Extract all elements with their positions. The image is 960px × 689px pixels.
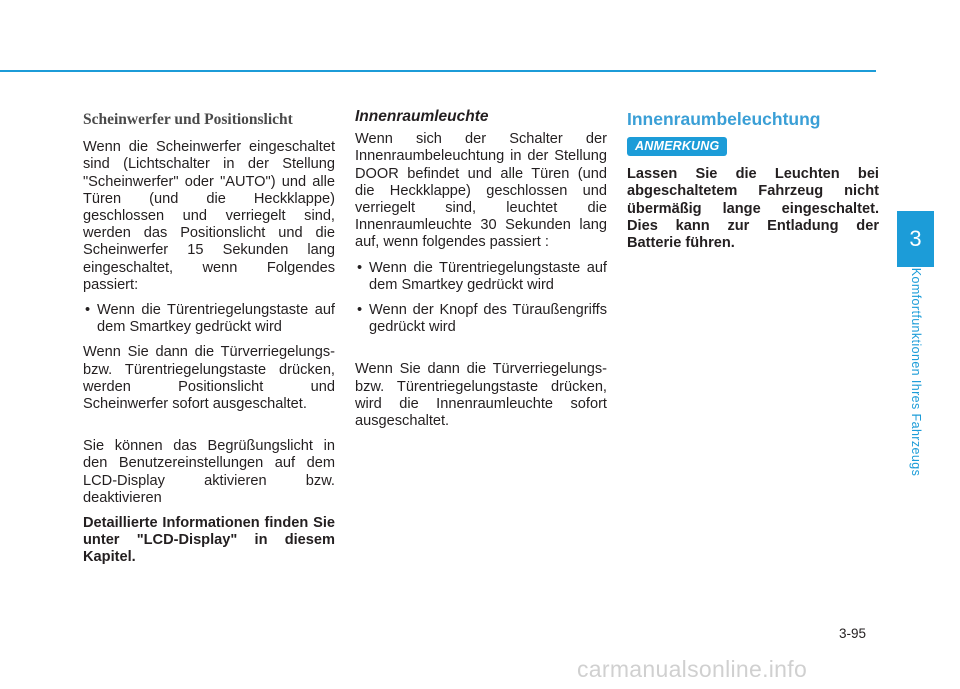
section-heading-interior-lamp: Innenraumleuchte [355,108,489,125]
column-3 [627,108,879,260]
paragraph: Wenn Sie dann die Türverriegelungs- bzw. Türentriegelungstaste drücken, wird die Innenraumleuchte sofort ausgeschaltet. [355,361,607,430]
paragraph: Wenn sich der Schalter der Innenraumbeleuchtung in der Stellung DOOR befindet und alle Türen (und die Heckklappe) geschlossen und verriegelt sind, leuchtet die Innenraumleuchte 30 Sekunden lang auf, wenn folgendes passiert : [355,131,607,251]
section-heading-interior-lighting: Innenraumbeleuchtung [627,109,821,129]
note-badge: ANMERKUNG [627,137,727,156]
page-number: 3-95 [839,626,867,641]
paragraph: Wenn Sie dann die Türverriegelungs- bzw. Türentriegelungstaste drücken, werden Positionslicht und Scheinwerfer sofort ausgeschaltet. [83,344,335,413]
chapter-title-vertical: Komfortfunktionen Ihres Fahrzeugs [909,267,923,477]
bullet-item: • Wenn die Türentriegelungstaste auf dem Smartkey gedrückt wird [355,260,607,294]
note-text: Lassen Sie die Leuchten bei abgeschaltetem Fahrzeug nicht übermäßig lange eingeschaltet. Dies kann zur Entladung der Batterie führen. [627,166,879,252]
paragraph-bold: Detaillierte Informationen finden Sie unter "LCD-Display" in diesem Kapitel. [83,515,335,566]
watermark: carmanualsonline.info [577,656,808,682]
bullet-item: • Wenn der Knopf des Türaußengriffs gedrückt wird [355,302,607,336]
column-1 [83,108,335,575]
top-rule [0,70,876,72]
spacer [83,421,335,438]
bullet-item: • Wenn die Türentriegelungstaste auf dem Smartkey gedrückt wird [83,302,335,336]
paragraph: Wenn die Scheinwerfer eingeschaltet sind (Lichtschalter in der Stellung "Scheinwerfer" oder "AUTO") und alle Türen (und die Heckklappe) geschlossen und verriegelt sind, werden das Positionslicht und die Scheinwerfer 15 Sekunden lang eingeschaltet, wenn Folgendes passiert: [83,139,335,293]
chapter-tab: 3 [897,211,934,267]
section-heading-headlights: Scheinwerfer und Positionslicht [83,111,293,128]
paragraph: Sie können das Begrüßungslicht in den Benutzereinstellungen auf dem LCD-Display aktivieren bzw. deaktivieren [83,438,335,506]
column-2 [355,108,607,438]
spacer [355,344,607,361]
